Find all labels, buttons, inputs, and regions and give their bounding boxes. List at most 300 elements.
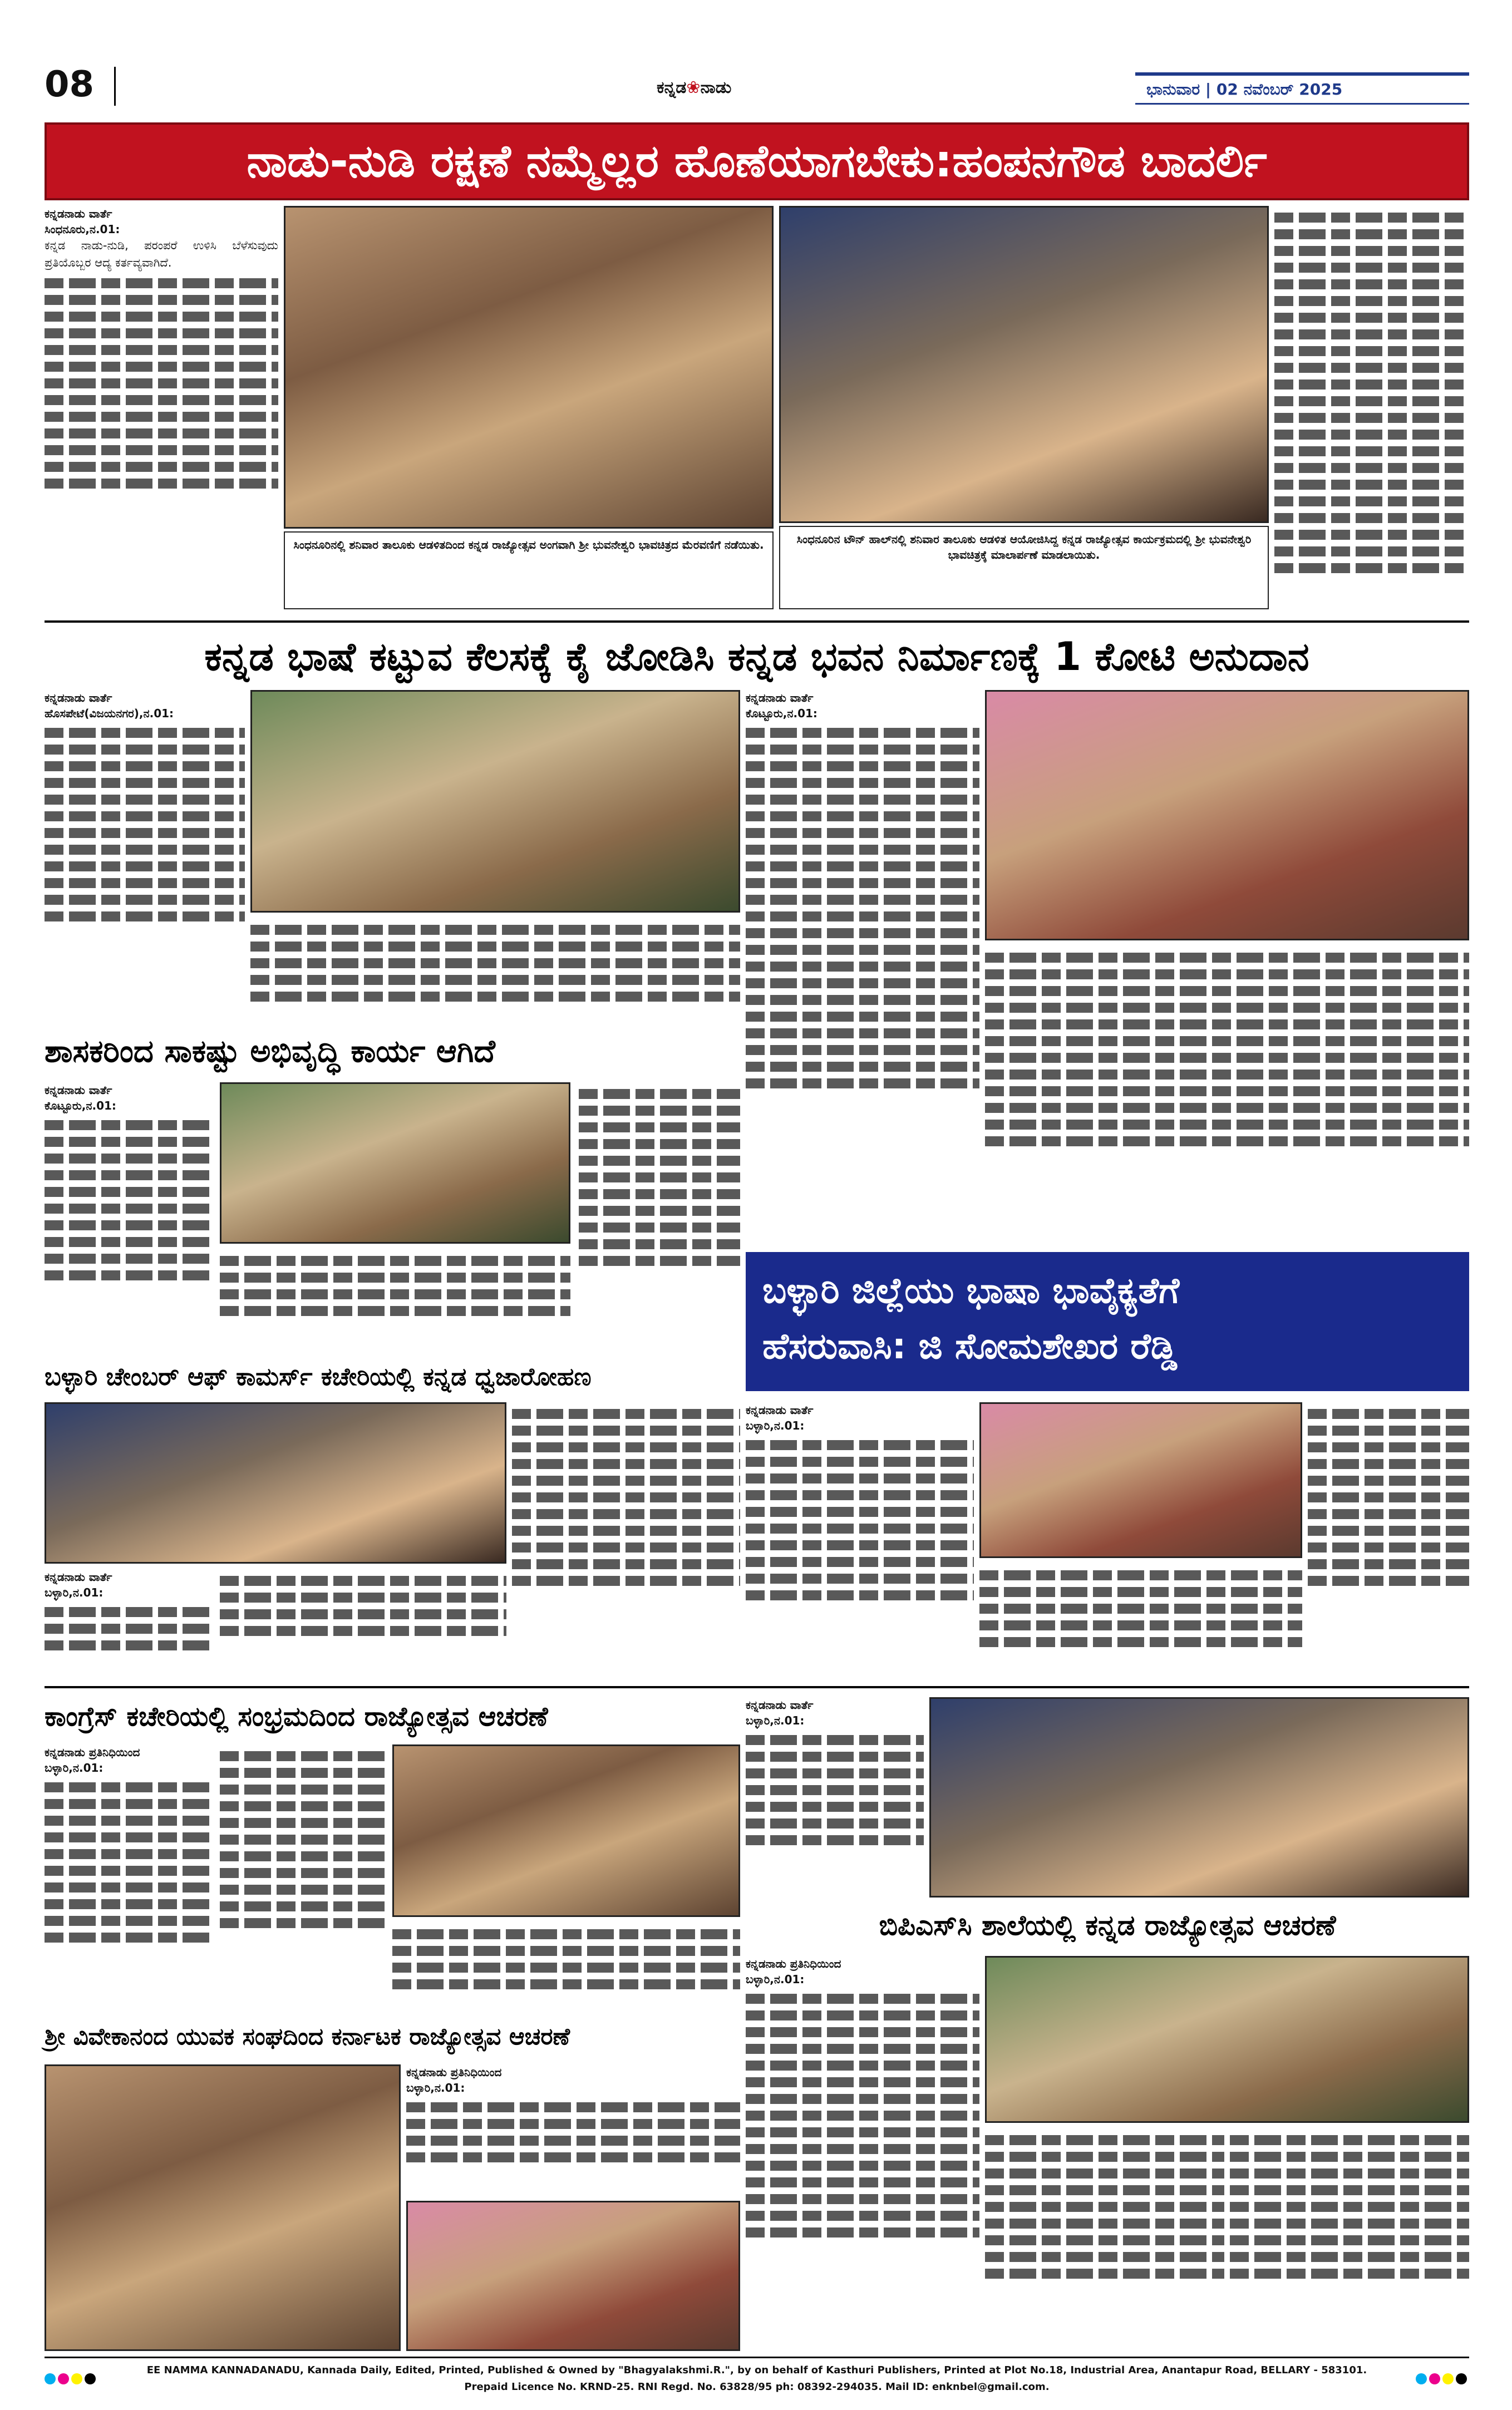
story-3-col-a — [45, 1082, 211, 1349]
text-line — [746, 962, 979, 972]
cyan-dot-icon — [1416, 2373, 1427, 2384]
text-line — [746, 1768, 924, 1778]
text-line — [392, 1929, 740, 1939]
text-line — [1274, 213, 1469, 223]
text-line — [45, 1816, 211, 1826]
text-line — [45, 1154, 211, 1164]
text-line — [746, 995, 979, 1005]
text-line — [512, 1559, 740, 1569]
text-line — [45, 845, 245, 855]
text-line — [746, 1045, 979, 1055]
story-2-col-b — [250, 918, 740, 1029]
text-line — [45, 1799, 211, 1809]
story-4-dateline: ಬಳ್ಳಾರಿ,ನ.01: — [746, 1419, 805, 1432]
story-5-col-b — [220, 1569, 506, 1680]
text-line — [746, 1028, 979, 1038]
text-line — [985, 2252, 1224, 2262]
text-line — [45, 828, 245, 838]
text-line — [979, 1620, 1302, 1630]
story-4-byline: ಕನ್ನಡನಾಡು ವಾರ್ತೆ — [746, 1403, 814, 1417]
text-line — [45, 412, 278, 422]
text-line — [1230, 2219, 1469, 2229]
text-line — [1274, 446, 1469, 456]
story-6-byline: ಕನ್ನಡನಾಡು ಪ್ರತಿನಿಧಿಯಿಂದ — [45, 1746, 140, 1759]
text-line — [45, 295, 278, 305]
lead-byline: ಕನ್ನಡನಾಡು ವಾರ್ತೆ — [45, 207, 112, 220]
text-line — [746, 1574, 974, 1584]
text-line — [220, 1609, 506, 1619]
text-line — [45, 1607, 211, 1617]
lead-photo-procession — [284, 206, 774, 529]
text-line — [746, 1818, 924, 1829]
text-line — [746, 1835, 924, 1845]
text-line — [1230, 2185, 1469, 2195]
text-line — [746, 2144, 979, 2154]
text-line — [1274, 546, 1469, 556]
text-line — [746, 1457, 974, 1467]
magenta-dot-icon — [58, 2373, 69, 2384]
text-line — [45, 1254, 211, 1264]
text-line — [220, 1306, 570, 1316]
text-line — [979, 1604, 1302, 1614]
text-line — [746, 828, 979, 838]
text-line — [985, 2269, 1224, 2279]
text-line — [985, 1036, 1469, 1046]
text-line — [45, 795, 245, 805]
text-line — [45, 1916, 211, 1926]
text-line — [746, 761, 979, 771]
text-line — [1308, 1426, 1469, 1436]
footer-imprint — [111, 2362, 1402, 2396]
text-line — [1274, 246, 1469, 256]
yellow-dot-icon — [71, 2373, 82, 2384]
text-line — [1308, 1476, 1469, 1486]
cyan-dot-icon — [45, 2373, 56, 2384]
text-line — [746, 1802, 924, 1812]
text-line — [45, 1137, 211, 1147]
text-line — [579, 1139, 740, 1149]
text-line — [979, 1637, 1302, 1647]
text-line — [512, 1476, 740, 1486]
text-line — [746, 845, 979, 855]
story-8-byline: ಕನ್ನಡನಾಡು ಪ್ರತಿನಿಧಿಯಿಂದ — [406, 2066, 502, 2079]
text-line — [45, 428, 278, 438]
text-line — [1308, 1526, 1469, 1536]
text-line — [45, 395, 278, 405]
story-2-headline: ಕನ್ನಡ ಭಾಷೆ ಕಟ್ಟುವ ಕೆಲಸಕ್ಕೆ ಕೈ ಜೋಡಿಸಿ ಕನ್ನಡ ಭವನ ನಿರ್ಮಾಣಕ್ಕೆ 1 ಕೋಟಿ ಅನುದಾನ — [204, 634, 1309, 679]
text-line — [220, 1256, 570, 1266]
story-7-col-c — [985, 2128, 1224, 2351]
text-line — [746, 1078, 979, 1088]
text-line — [985, 2152, 1224, 2162]
text-line — [746, 1785, 924, 1795]
text-line — [746, 728, 979, 738]
text-line — [985, 1003, 1469, 1013]
text-line — [45, 345, 278, 355]
registration-marks-left — [45, 2373, 98, 2387]
text-line — [45, 878, 245, 888]
text-line — [220, 1835, 387, 1845]
text-line — [746, 2177, 979, 2187]
text-line — [985, 986, 1469, 996]
story-7-dateline: ಬಳ್ಳಾರಿ,ನ.01: — [746, 1714, 805, 1727]
text-line — [406, 2152, 740, 2162]
text-line — [1274, 496, 1469, 506]
text-line — [746, 2027, 979, 2037]
text-line — [45, 1120, 211, 1130]
text-line — [392, 1946, 740, 1956]
text-line — [746, 2010, 979, 2020]
text-line — [45, 911, 245, 921]
story-2-col-a — [45, 690, 245, 979]
text-line — [45, 479, 278, 489]
story-7-dateline-b: ಬಳ್ಳಾರಿ,ನ.01: — [746, 1973, 805, 1986]
text-line — [985, 953, 1469, 963]
text-line — [746, 1473, 974, 1484]
text-line — [45, 745, 245, 755]
paper-name-2: ನಾಡು — [700, 78, 732, 97]
text-line — [746, 811, 979, 821]
lead-photo-caption-1: ಸಿಂಧನೂರಿನಲ್ಲಿ ಶನಿವಾರ ತಾಲೂಕು ಆಡಳಿತದಿಂದ ಕನ್ನಡ ರಾಜ್ಯೋತ್ಸವ ಅಂಗವಾಗಿ ಶ್ರೀ ಭುವನೇಶ್ವರಿ ಭಾವಚಿತ್ರದ ಮೆರವಣಿಗೆ ನಡೆಯಿತು. — [284, 531, 774, 609]
text-line — [512, 1509, 740, 1519]
text-line — [1308, 1576, 1469, 1586]
text-line — [579, 1256, 740, 1266]
text-line — [746, 1735, 924, 1745]
text-line — [220, 1768, 387, 1778]
text-line — [45, 895, 245, 905]
story-7-byline: ಕನ್ನಡನಾಡು ವಾರ್ತೆ — [746, 1698, 814, 1712]
text-line — [579, 1172, 740, 1182]
page-number: 08 — [45, 64, 95, 105]
text-line — [512, 1409, 740, 1419]
story-8-photo-2 — [406, 2201, 740, 2351]
text-line — [746, 945, 979, 955]
text-line — [746, 2061, 979, 2071]
text-line — [45, 1187, 211, 1197]
text-line — [746, 1507, 974, 1517]
text-line — [1230, 2269, 1469, 2279]
text-line — [250, 942, 740, 952]
text-line — [406, 2102, 740, 2112]
text-line — [45, 1782, 211, 1792]
text-line — [512, 1492, 740, 1502]
text-line — [746, 2161, 979, 2171]
story-6-photo — [392, 1744, 740, 1917]
text-line — [250, 992, 740, 1002]
text-line — [1274, 363, 1469, 373]
story-7-photo-2 — [985, 1956, 1469, 2123]
story-3-col-c — [579, 1082, 740, 1349]
text-line — [746, 2211, 979, 2221]
text-line — [985, 1070, 1469, 1080]
text-line — [45, 1849, 211, 1859]
text-line — [1308, 1509, 1469, 1519]
text-line — [512, 1426, 740, 1436]
text-line — [45, 328, 278, 338]
text-line — [979, 1587, 1302, 1597]
text-line — [579, 1239, 740, 1249]
story-7-photo-1 — [929, 1697, 1469, 1898]
text-line — [45, 861, 245, 871]
text-line — [250, 925, 740, 935]
text-line — [746, 878, 979, 888]
text-line — [45, 362, 278, 372]
text-line — [1230, 2168, 1469, 2179]
text-line — [45, 1933, 211, 1943]
story-7-byline-b: ಕನ್ನಡನಾಡು ಪ್ರತಿನಿಧಿಯಿಂದ — [746, 1957, 841, 1970]
story-5-byline: ಕನ್ನಡನಾಡು ವಾರ್ತೆ — [45, 1570, 112, 1584]
text-line — [1308, 1492, 1469, 1502]
text-line — [985, 2219, 1224, 2229]
story-2-dateline: ಹೊಸಪೇಟೆ(ವಿಜಯನಗರ),ನ.01: — [45, 707, 174, 720]
text-line — [579, 1106, 740, 1116]
text-line — [1274, 329, 1469, 339]
section-divider — [45, 620, 1469, 623]
text-line — [220, 1901, 387, 1911]
text-line — [220, 1593, 506, 1603]
text-line — [1230, 2252, 1469, 2262]
lead-photo-caption-2: ಸಿಂಧನೂರಿನ ಟೌನ್ ಹಾಲ್‌ನಲ್ಲಿ ಶನಿವಾರ ತಾಲೂಕು ಆಡಳಿತ ಆಯೋಜಿಸಿದ್ದ ಕನ್ನಡ ರಾಜ್ಯೋತ್ಸವ ಕಾರ್ಯಕ್ರಮದಲ್ಲಿ ಶ್ರೀ ಭುವನೇಶ್ವರಿ ಭಾವಚಿತ್ರಕ್ಕೆ ಮಾಲಾರ್ಪಣೆ ಮಾಡಲಾಯಿತು. — [779, 526, 1269, 609]
text-line — [512, 1526, 740, 1536]
text-line — [45, 1624, 211, 1634]
story-8-dateline: ಬಳ್ಳಾರಿ,ನ.01: — [406, 2081, 465, 2094]
text-line — [512, 1459, 740, 1469]
story-8-headline: ಶ್ರೀ ವಿವೇಕಾನಂದ ಯುವಕ ಸಂಘದಿಂದ ಕರ್ನಾಟಕ ರಾಜ್ಯೋತ್ಸವ ಆಚರಣೆ — [45, 2023, 570, 2050]
footer — [45, 2362, 1469, 2407]
text-line — [1274, 380, 1469, 390]
section-divider — [45, 1686, 1469, 1688]
text-line — [220, 1785, 387, 1795]
text-line — [579, 1156, 740, 1166]
text-line — [220, 1885, 387, 1895]
lead-story — [45, 206, 1469, 618]
text-line — [406, 2136, 740, 2146]
black-dot-icon — [1456, 2373, 1467, 2384]
footer-divider — [45, 2357, 1469, 2358]
text-line — [512, 1442, 740, 1452]
date-label: ಭಾನುವಾರ | 02 ನವೆಂಬರ್ 2025 — [1146, 80, 1343, 98]
story-6-col-c — [392, 1923, 740, 2012]
text-line — [45, 445, 278, 455]
story-4-photo — [979, 1402, 1302, 1558]
story-3-photo — [220, 1082, 570, 1244]
yellow-dot-icon — [1442, 2373, 1454, 2384]
text-line — [1274, 480, 1469, 490]
text-line — [746, 861, 979, 871]
story-7-col-b — [746, 1956, 979, 2351]
story-7-headline: ಬಿಪಿಎಸ್‌ಸಿ ಶಾಲೆಯಲ್ಲಿ ಕನ್ನಡ ರಾಜ್ಯೋತ್ಸವ ಆಚರಣೆ — [879, 1909, 1336, 1941]
story-5-headline: ಬಳ್ಳಾರಿ ಚೇಂಬರ್ ಆಫ್ ಕಾಮರ್ಸ್ ಕಚೇರಿಯಲ್ಲಿ ಕನ್ನಡ ಧ್ವಜಾರೋಹಣ — [45, 1363, 592, 1391]
text-line — [979, 1570, 1302, 1580]
text-line — [746, 1752, 924, 1762]
paper-name: ಕನ್ನಡ — [657, 78, 687, 97]
text-line — [1274, 296, 1469, 306]
text-line — [1274, 463, 1469, 473]
text-line — [1308, 1459, 1469, 1469]
registration-marks-right — [1416, 2373, 1469, 2387]
text-line — [985, 1136, 1469, 1146]
text-line — [985, 2168, 1224, 2179]
story-2-byline-b: ಕನ್ನಡನಾಡು ವಾರ್ತೆ — [746, 691, 814, 704]
story-4-col-a — [746, 1402, 974, 1680]
story-8-photo-1 — [45, 2064, 401, 2351]
text-line — [746, 1994, 979, 2004]
text-line — [985, 1120, 1469, 1130]
text-line — [1274, 279, 1469, 289]
text-line — [45, 1270, 211, 1280]
text-line — [985, 1103, 1469, 1113]
text-line — [579, 1122, 740, 1132]
story-4-headline-line2: ಹೆಸರುವಾಸಿ: ಜಿ ಸೋಮಶೇಖರ ರೆಡ್ಡಿ — [762, 1326, 1178, 1367]
text-line — [45, 312, 278, 322]
imprint-line-2: Prepaid Licence No. KRND-25. RNI Regd. No. 63828/95 ph: 08392-294035. Mail ID: enknbel@gmail.com. — [464, 2381, 1050, 2393]
text-line — [746, 895, 979, 905]
text-line — [746, 745, 979, 755]
text-line — [985, 2235, 1224, 2245]
text-line — [220, 1273, 570, 1283]
lead-left-column — [45, 206, 278, 612]
story-2-col-d — [985, 946, 1469, 1246]
text-line — [1274, 396, 1469, 406]
lead-dateline: ಸಿಂಧನೂರು,ನ.01: — [45, 223, 120, 236]
text-line — [392, 1963, 740, 1973]
text-line — [746, 2127, 979, 2137]
text-line — [579, 1206, 740, 1216]
text-line — [579, 1189, 740, 1199]
paper-logo — [657, 78, 731, 97]
text-line — [45, 1882, 211, 1892]
text-line — [45, 278, 278, 288]
text-line — [746, 1012, 979, 1022]
text-line — [746, 2194, 979, 2204]
lead-headline-banner — [45, 122, 1469, 200]
black-dot-icon — [85, 2373, 96, 2384]
magenta-dot-icon — [1429, 2373, 1440, 2384]
text-line — [1274, 563, 1469, 573]
imprint-line-1: EE NAMMA KANNADANADU, Kannada Daily, Edited, Printed, Published & Owned by "Bhagyalakshmi.R.", by on behalf of Kasthuri Publishers, Printed at Plot No.18, Industrial Area, Anantapur Road, BELLARY - 583101. — [146, 2364, 1367, 2376]
text-line — [45, 1220, 211, 1230]
text-line — [1230, 2202, 1469, 2212]
text-line — [45, 811, 245, 821]
text-line — [746, 778, 979, 788]
logo-emblem-icon: ❀ — [686, 78, 701, 97]
text-line — [1274, 346, 1469, 356]
text-line — [985, 969, 1469, 979]
text-line — [746, 2044, 979, 2054]
text-line — [1274, 430, 1469, 440]
lead-headline: ನಾಡು-ನುಡಿ ರಕ್ಷಣೆ ನಮ್ಮೆಲ್ಲರ ಹೊಣೆಯಾಗಬೇಕು:ಹಂಪನಗೌಡ ಬಾದರ್ಲಿ — [247, 135, 1267, 187]
story-3-dateline: ಕೊಟ್ಟೂರು,ನ.01: — [45, 1099, 116, 1112]
text-line — [45, 778, 245, 788]
lead-photo-stage — [779, 206, 1269, 523]
story-4-headline-line1: ಬಳ್ಳಾರಿ ಜಿಲ್ಲೆಯು ಭಾಷಾ ಭಾವೈಕ್ಯತೆಗೆ — [762, 1270, 1180, 1312]
text-line — [220, 1868, 387, 1878]
text-line — [1308, 1542, 1469, 1553]
text-line — [746, 911, 979, 921]
story-6-dateline: ಬಳ್ಳಾರಿ,ನ.01: — [45, 1761, 104, 1775]
story-2-photo-1 — [250, 690, 740, 913]
text-line — [45, 1237, 211, 1247]
story-2-byline: ಕನ್ನಡನಾಡು ವಾರ್ತೆ — [45, 691, 112, 704]
text-line — [45, 378, 278, 388]
text-line — [512, 1542, 740, 1553]
date-strip — [1135, 72, 1469, 105]
story-3-byline: ಕನ್ನಡನಾಡು ವಾರ್ತೆ — [45, 1083, 112, 1097]
text-line — [1274, 513, 1469, 523]
story-5-col-a — [45, 1569, 211, 1680]
story-7-col-a — [746, 1697, 924, 1903]
text-line — [220, 1818, 387, 1828]
story-5-col-c — [512, 1402, 740, 1680]
text-line — [45, 1204, 211, 1214]
text-line — [746, 2227, 979, 2237]
text-line — [45, 1640, 211, 1650]
text-line — [45, 1899, 211, 1909]
text-line — [746, 2111, 979, 2121]
text-line — [985, 2185, 1224, 2195]
lead-right-column — [1274, 206, 1469, 612]
text-line — [746, 1557, 974, 1567]
text-line — [1230, 2135, 1469, 2145]
text-line — [1274, 413, 1469, 423]
text-line — [746, 1490, 974, 1500]
text-line — [1274, 229, 1469, 239]
text-line — [45, 1832, 211, 1842]
text-line — [746, 978, 979, 988]
story-5-dateline: ಬಳ್ಳಾರಿ,ನ.01: — [45, 1586, 104, 1599]
text-line — [45, 1866, 211, 1876]
text-line — [220, 1801, 387, 1811]
text-line — [1230, 2235, 1469, 2245]
text-line — [1274, 263, 1469, 273]
text-line — [512, 1576, 740, 1586]
text-line — [746, 1524, 974, 1534]
text-line — [45, 462, 278, 472]
text-line — [746, 2094, 979, 2104]
story-3-col-b — [220, 1249, 570, 1349]
text-line — [985, 2135, 1224, 2145]
text-line — [746, 1540, 974, 1550]
text-line — [746, 1062, 979, 1072]
text-line — [220, 1626, 506, 1636]
text-line — [220, 1751, 387, 1761]
story-6-headline: ಕಾಂಗ್ರೆಸ್ ಕಚೇರಿಯಲ್ಲಿ ಸಂಭ್ರಮದಿಂದ ರಾಜ್ಯೋತ್ಸವ ಆಚರಣೆ — [45, 1701, 548, 1732]
text-line — [1274, 313, 1469, 323]
story-8-col-a — [406, 2064, 740, 2198]
text-line — [1308, 1409, 1469, 1419]
text-line — [1308, 1559, 1469, 1569]
text-line — [45, 761, 245, 771]
text-line — [746, 2077, 979, 2087]
text-line — [985, 1086, 1469, 1096]
story-6-col-b — [220, 1744, 387, 2012]
text-line — [746, 795, 979, 805]
text-line — [392, 1979, 740, 1989]
text-line — [220, 1851, 387, 1861]
text-line — [746, 928, 979, 938]
text-line — [1230, 2152, 1469, 2162]
story-2-col-c — [746, 690, 979, 1246]
text-line — [746, 1440, 974, 1450]
text-line — [1274, 530, 1469, 540]
text-line — [406, 2119, 740, 2129]
text-line — [579, 1089, 740, 1099]
story-3-headline: ಶಾಸಕರಿಂದ ಸಾಕಷ್ಟು ಅಭಿವೃದ್ಧಿ ಕಾರ್ಯ ಆಗಿದೆ — [45, 1033, 495, 1070]
story-4-headline-banner — [746, 1252, 1469, 1391]
masthead — [0, 0, 1512, 111]
text-line — [985, 1053, 1469, 1063]
text-line — [1308, 1442, 1469, 1452]
